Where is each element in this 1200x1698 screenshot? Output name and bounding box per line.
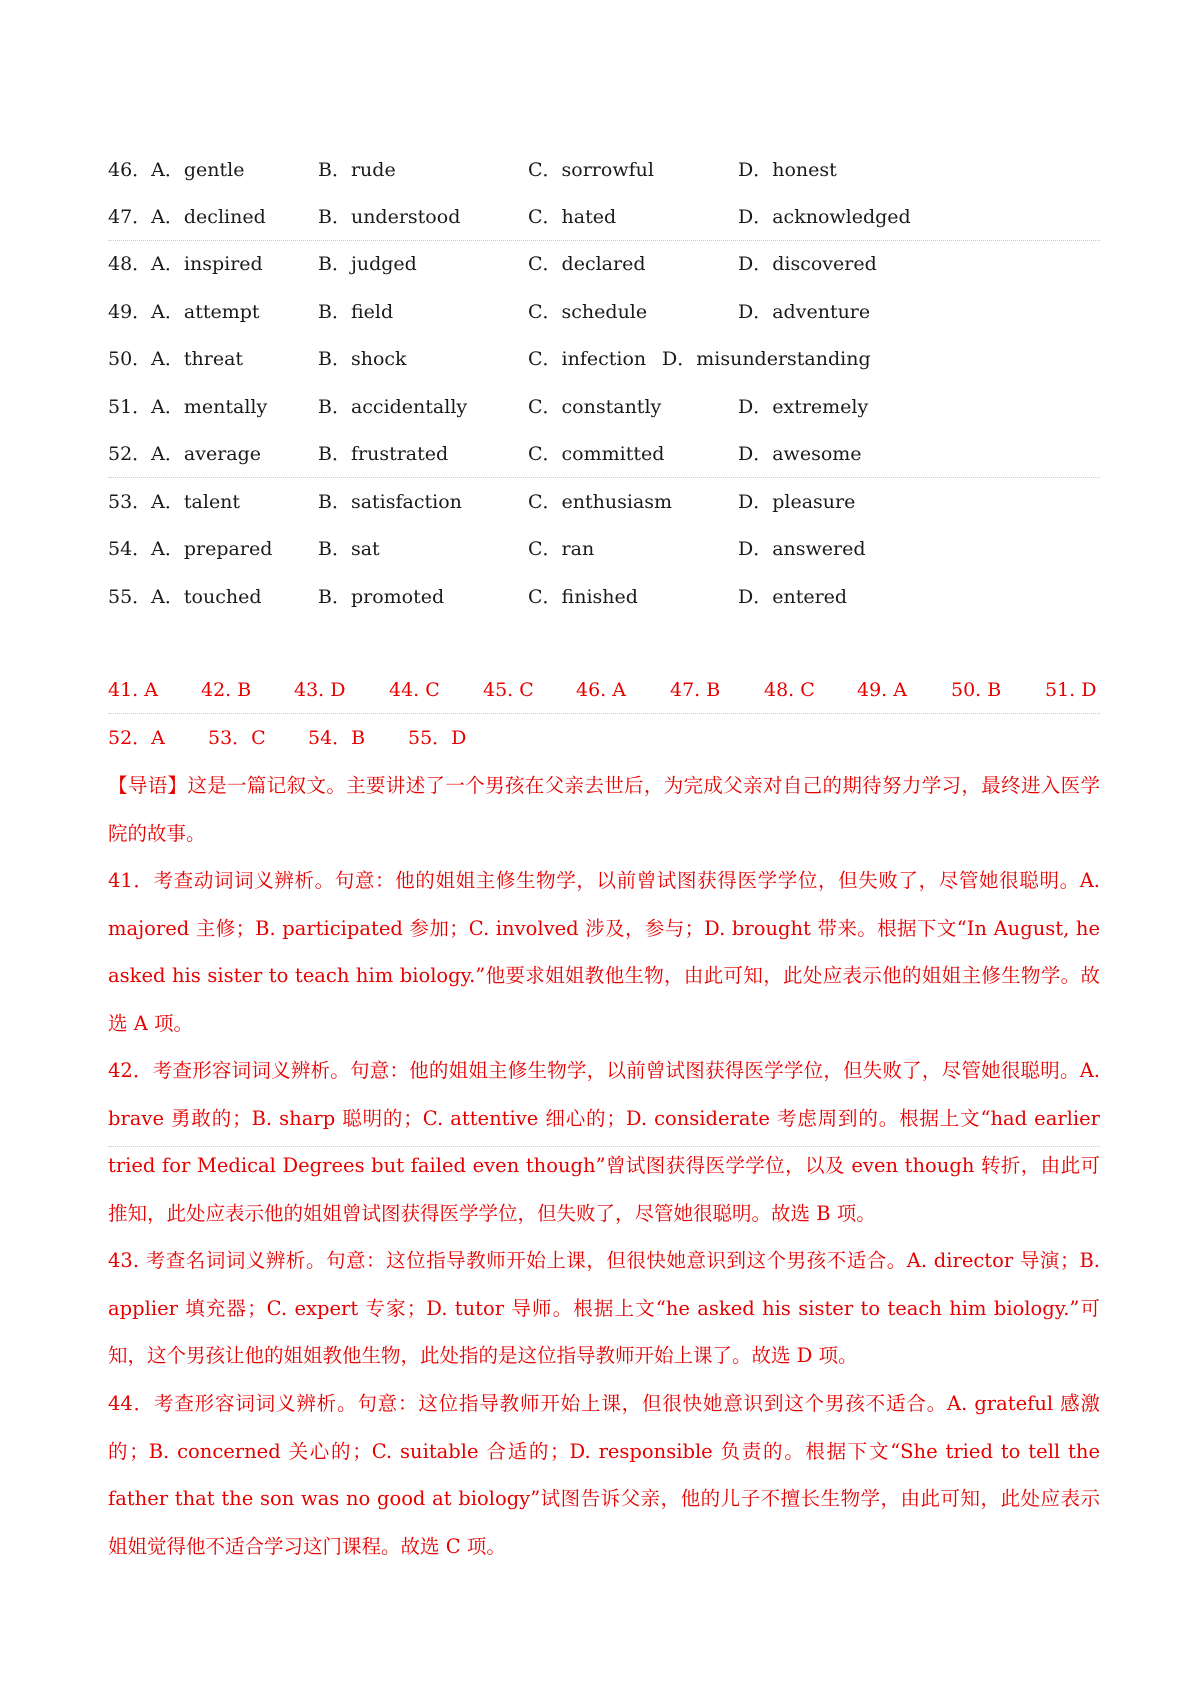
option-c: C．ran [528,538,595,560]
dotted-divider [108,477,1100,478]
option-b: B．understood [318,206,461,228]
answer-item: 47. B [670,679,721,701]
answer-item: 54．B [308,727,366,749]
option-b: B．accidentally [318,396,468,418]
option-d: D．discovered [738,253,877,275]
question-54 [108,537,1100,561]
option-c: C．enthusiasm [528,491,673,513]
option-a: 52．A．average [108,443,262,465]
answer-item: 52．A [108,727,165,749]
option-d: D．pleasure [738,491,856,513]
answer-item: 50. B [951,679,1002,701]
question-46 [108,158,1100,182]
option-c: C．schedule [528,301,648,323]
explanation-43: 43. 考查名词词义辨析。句意：这位指导教师开始上课，但很快她意识到这个男孩不适合。A. director 导演；B. applier 填充器；C. expert 专家；D. tutor 导师。根据上文“he asked his sister to teach him biology.”可知，这个男孩让他的姐姐教他生物，此处指的是这位指导教师开始上课了。故选 D 项。 [108,1249,1100,1367]
answer-item: 45. C [483,679,534,701]
intro-paragraph: 【导语】这是一篇记叙文。主要讲述了一个男孩在父亲去世后，为完成父亲对自己的期待努力学习，最终进入医学院的故事。 [108,774,1100,845]
answer-item: 44. C [389,679,440,701]
option-b: B．shock [318,348,407,370]
option-c: C．constantly [528,396,662,418]
option-d: D．entered [738,586,848,608]
option-a: 53．A．talent [108,491,241,513]
explanation-44: 44．考查形容词词义辨析。句意：这位指导教师开始上课，但很快她意识到这个男孩不适合。A. grateful 感激的；B. concerned 关心的；C. suitable 合适的；D. responsible 负责的。根据下文“She tried to tell the father that the son was no good at biology”试图告诉父亲，他的儿子不擅长生物学，由此可知，此处应表示姐姐觉得他不适合学习这门课程。故选 C 项。 [108,1392,1100,1558]
question-48 [108,252,1100,276]
option-b: B．satisfaction [318,491,462,513]
dotted-divider [108,713,1100,714]
option-a: 51．A．mentally [108,396,268,418]
question-52 [108,442,1100,466]
option-d: D．extremely [738,396,869,418]
option-b: B．sat [318,538,380,560]
option-b: B．promoted [318,586,445,608]
answer-item: 43. D [294,679,346,701]
answer-item: 41. A [108,679,158,701]
option-d: D．acknowledged [738,206,911,228]
option-a: 48．A．inspired [108,253,263,275]
question-49 [108,300,1100,324]
question-47 [108,205,1100,229]
option-d: D．honest [738,159,837,181]
answer-item: 46. A [576,679,626,701]
explanation-41: 41．考查动词词义辨析。句意：他的姐姐主修生物学，以前曾试图获得医学学位，但失败了，尽管她很聪明。A. majored 主修；B. participated 参加；C. involved 涉及，参与；D. brought 带来。根据下文“In August, he asked his sister to teach him biology.”他要求姐姐教他生物，由此可知，此处应表示他的姐姐主修生物学。故选 A 项。 [108,869,1100,1035]
answer-item: 51. D [1045,679,1097,701]
question-51 [108,395,1100,419]
option-d: D．misunderstanding [662,348,871,370]
option-c: C．committed [528,443,665,465]
answer-item: 48. C [764,679,815,701]
option-a: 54．A．prepared [108,538,273,560]
answer-item: 55．D [408,727,467,749]
option-c: C．infection [528,348,647,370]
dotted-divider [108,240,1100,241]
option-c: C．hated [528,206,617,228]
answer-key-row-1 [108,678,1100,702]
option-c: C．sorrowful [528,159,654,181]
option-a: 50．A．threat [108,348,244,370]
option-c: C．finished [528,586,638,608]
question-53 [108,490,1100,514]
option-d: D．awesome [738,443,862,465]
option-a: 47．A．declined [108,206,266,228]
option-a: 46．A．gentle [108,159,245,181]
option-b: B．rude [318,159,396,181]
explanation-42: 42．考查形容词词义辨析。句意：他的姐姐主修生物学，以前曾试图获得医学学位，但失败了，尽管她很聪明。A. brave 勇敢的；B. sharp 聪明的；C. attentive 细心的；D. considerate 考虑周到的。根据上文“had earlier tried for Medical Degrees but failed even though”曾试图获得医学学位，以及 even though 转折，由此可推知，此处应表示他的姐姐曾试图获得医学学位，但失败了，尽管她很聪明。故选 B 项。 [108,1059,1100,1225]
option-b: B．field [318,301,394,323]
option-b: B．judged [318,253,417,275]
question-55 [108,585,1100,609]
option-d: D．answered [738,538,866,560]
option-c: C．declared [528,253,646,275]
answer-key-row-2 [108,726,1100,750]
option-b: B．frustrated [318,443,449,465]
answer-item: 53．C [208,727,266,749]
answer-item: 49. A [857,679,907,701]
option-d: D．adventure [738,301,871,323]
question-50 [108,347,1100,371]
dotted-divider [108,1146,1100,1147]
option-a: 49．A．attempt [108,301,260,323]
option-a: 55．A．touched [108,586,262,608]
answer-item: 42. B [201,679,252,701]
